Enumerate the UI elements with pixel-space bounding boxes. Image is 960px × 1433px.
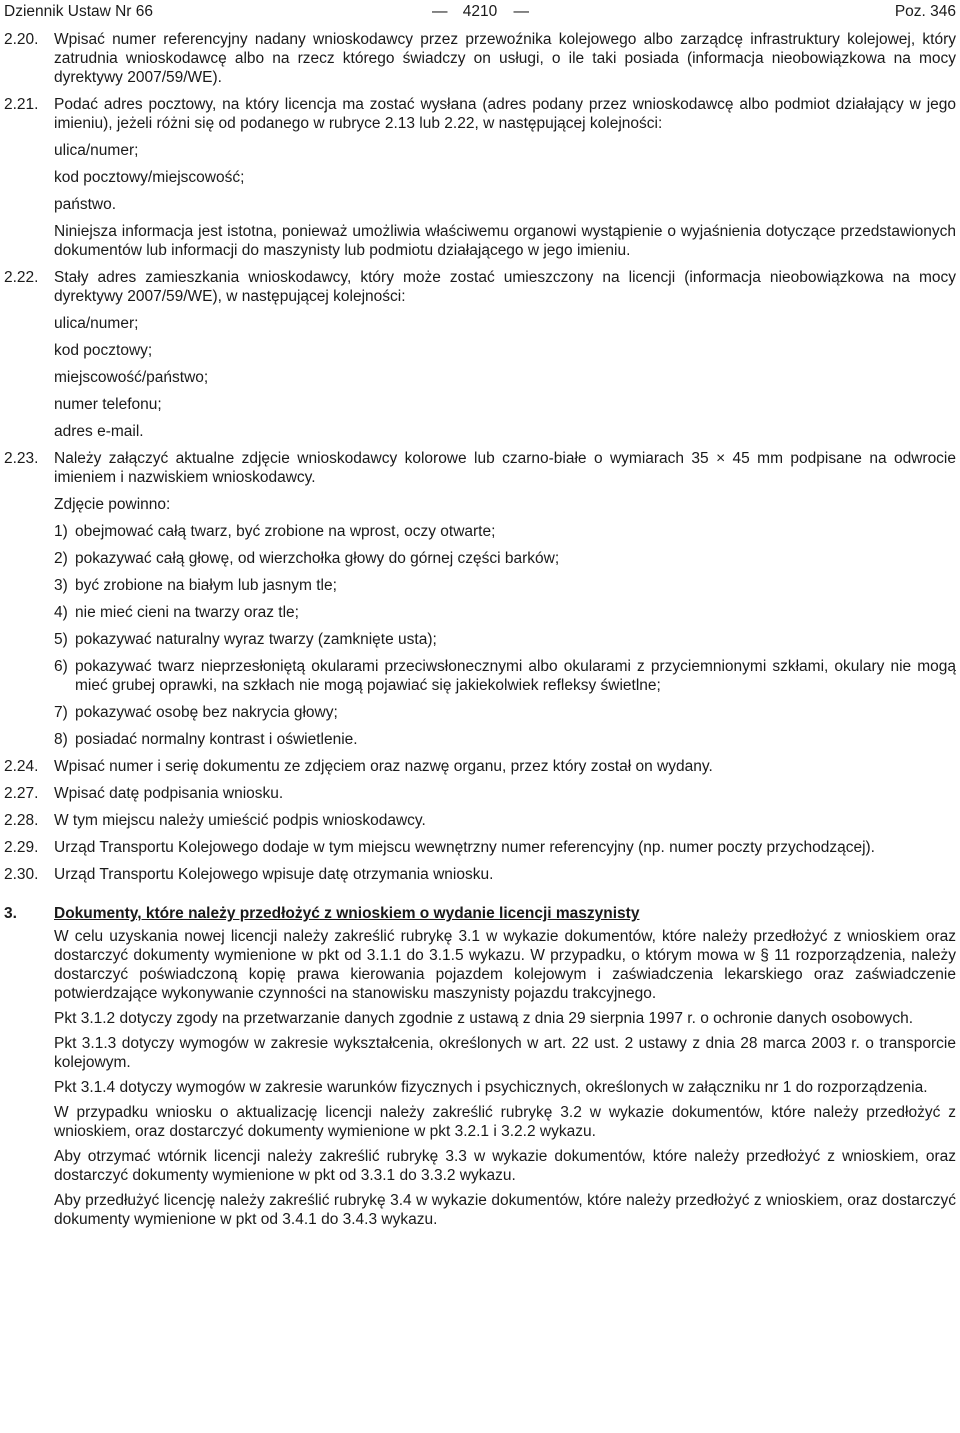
list-text: pokazywać całą głowę, od wierzchołka głowy do górnej części barków; [75,550,560,567]
list-item: państwo. [54,196,117,213]
item-number: 2.30. [4,866,39,883]
list-item: ulica/numer; [54,142,139,159]
list-text: pokazywać naturalny wyraz twarzy (zamknięte usta); [75,631,437,648]
item-2-30 [4,865,956,884]
list-text: nie mieć cieni na twarzy oraz tle; [75,604,299,621]
list-item [54,730,956,749]
note-2-21: Niniejsza informacja jest istotna, ponieważ umożliwia właściwemu organowi wystąpienie o wyjaśnienia dotyczące przedstawionych dokumentów lub informacji do maszynisty lub podmiotu działającego w jego imieniu. [54,223,956,259]
list-item: miejscowość/państwo; [54,369,209,386]
page-header [4,2,956,24]
item-2-20 [4,30,956,87]
list-number: 1) [54,523,68,540]
list-number: 8) [54,731,68,748]
list-item: numer telefonu; [54,396,162,413]
item-text: Należy załączyć aktualne zdjęcie wnioskodawcy kolorowe lub czarno-białe o wymiarach 35 × 45 mm podpisane na odwrocie imieniem i nazwiskiem wnioskodawcy. [54,450,956,486]
list-item [54,603,956,622]
item-text: Urząd Transportu Kolejowego dodaje w tym miejscu wewnętrzny numer referencyjny (np. numer poczty przychodzącej). [54,839,875,856]
section-paragraph: Pkt 3.1.3 dotyczy wymogów w zakresie wykształcenia, określonych w art. 22 ust. 2 ustawy z dnia 28 marca 2003 r. o transporcie kolejowym. [54,1035,956,1071]
item-2-28 [4,811,956,830]
item-text: Urząd Transportu Kolejowego wpisuje datę otrzymania wniosku. [54,866,494,883]
list-item [54,576,956,595]
page-number-value: 4210 [462,3,498,20]
list-item: adres e-mail. [54,423,144,440]
photo-intro: Zdjęcie powinno: [54,496,171,513]
item-number: 2.20. [4,31,39,48]
item-text: Podać adres pocztowy, na który licencja ma zostać wysłana (adres podany przez wnioskodawcę albo podmiot działający w jego imieniu), jeżeli różni się od podanego w rubryce 2.13 lub 2.22, w następującej kolejności: [54,96,956,132]
section-paragraph: Pkt 3.1.4 dotyczy wymogów w zakresie warunków fizycznych i psychicznych, określonych w załączniku nr 1 do rozporządzenia. [54,1079,928,1096]
list-number: 2) [54,550,68,567]
section-paragraph: Aby otrzymać wtórnik licencji należy zakreślić rubrykę 3.3 w wykazie dokumentów, które należy przedłożyć z wnioskiem, oraz dostarczyć dokumenty wymienione w pkt od 3.3.1 do 3.3.2 wykazu. [54,1148,956,1184]
document-body [4,30,956,1235]
item-2-29 [4,838,956,857]
list-item [54,522,956,541]
list-number: 4) [54,604,68,621]
list-text: posiadać normalny kontrast i oświetlenie. [75,731,358,748]
section-3-heading [4,904,956,923]
section-paragraph: Aby przedłużyć licencję należy zakreślić rubrykę 3.4 w wykazie dokumentów, które należy przedłożyć z wnioskiem, oraz dostarczyć dokumenty wymienione w pkt od 3.4.1 do 3.4.3 wykazu. [54,1192,956,1228]
photo-requirements-list [4,522,956,749]
list-number: 3) [54,577,68,594]
item-2-22 [4,268,956,306]
section-paragraph: W celu uzyskania nowej licencji należy zakreślić rubrykę 3.1 w wykazie dokumentów, które należy przedłożyć z wnioskiem oraz dostarczyć dokumenty wymienione w pkt od 3.1.1 do 3.1.5 wykazu. W przypadku, o którym mowa w § 11 rozporządzenia, należy dostarczyć poświadczoną kopię prawa kierowania pojazdem kolejowym i zaświadczenia lekarskiego oraz zaświadczenie potwierdzające wykonywanie czynności na stanowisku maszynisty pojazdu trakcyjnego. [54,928,956,1002]
list-item [54,549,956,568]
item-2-21 [4,95,956,133]
section-paragraph: W przypadku wniosku o aktualizację licencji należy zakreślić rubrykę 3.2 w wykazie dokumentów, które należy przedłożyć z wnioskiem, oraz dostarczyć dokumenty wymienione w pkt 3.2.1 i 3.2.2 wykazu. [54,1104,956,1140]
item-text: Stały adres zamieszkania wnioskodawcy, który może zostać umieszczony na licencji (informacja nieobowiązkowa na mocy dyrektywy 2007/59/WE), w następującej kolejności: [54,269,956,305]
list-number: 6) [54,658,68,675]
journal-title: Dziennik Ustaw Nr 66 [4,3,154,20]
item-number: 2.28. [4,812,39,829]
address-list-2-22 [4,314,956,441]
section-number: 3. [4,905,17,922]
item-2-24 [4,757,956,776]
item-2-27 [4,784,956,803]
item-text: W tym miejscu należy umieścić podpis wnioskodawcy. [54,812,426,829]
item-number: 2.29. [4,839,39,856]
item-2-23 [4,449,956,487]
list-text: być zrobione na białym lub jasnym tle; [75,577,337,594]
item-text: Wpisać numer i serię dokumentu ze zdjęciem oraz nazwę organu, przez który został on wydany. [54,758,713,775]
section-paragraph: Pkt 3.1.2 dotyczy zgody na przetwarzanie danych zgodnie z ustawą z dnia 29 sierpnia 1997 r. o ochronie danych osobowych. [54,1010,914,1027]
item-text: Wpisać datę podpisania wniosku. [54,785,284,802]
section-title: Dokumenty, które należy przedłożyć z wnioskiem o wydanie licencji maszynisty [54,905,640,922]
item-number: 2.27. [4,785,39,802]
page-number: — 4210 — [432,3,528,20]
list-item [54,703,956,722]
item-number: 2.22. [4,269,39,286]
item-number: 2.24. [4,758,39,775]
list-item: kod pocztowy/miejscowość; [54,169,245,186]
list-text: pokazywać osobę bez nakrycia głowy; [75,704,338,721]
list-item [54,630,956,649]
position-number: Poz. 346 [894,3,956,20]
item-number: 2.21. [4,96,39,113]
list-number: 7) [54,704,68,721]
list-item: ulica/numer; [54,315,139,332]
list-item: kod pocztowy; [54,342,153,359]
item-text: Wpisać numer referencyjny nadany wnioskodawcy przez przewoźnika kolejowego albo zarządcę infrastruktury kolejowej, który zatrudnia wnioskodawcę albo na rzecz którego świadczy on usługi, o ile taki posiada (informacja nieobowiązkowa na mocy dyrektywy 2007/59/WE). [54,31,956,86]
address-list-2-21 [4,141,956,214]
list-item [54,657,956,695]
item-number: 2.23. [4,450,39,467]
list-text: obejmować całą twarz, być zrobione na wprost, oczy otwarte; [75,523,496,540]
list-text: pokazywać twarz nieprzesłoniętą okularami przeciwsłonecznymi albo okularami z przyciemnionymi szkłami, okulary nie mogą mieć grubej oprawki, na szkłach nie mogą pojawiać się jakiekolwiek refleksy świetlne; [75,658,956,694]
list-number: 5) [54,631,68,648]
